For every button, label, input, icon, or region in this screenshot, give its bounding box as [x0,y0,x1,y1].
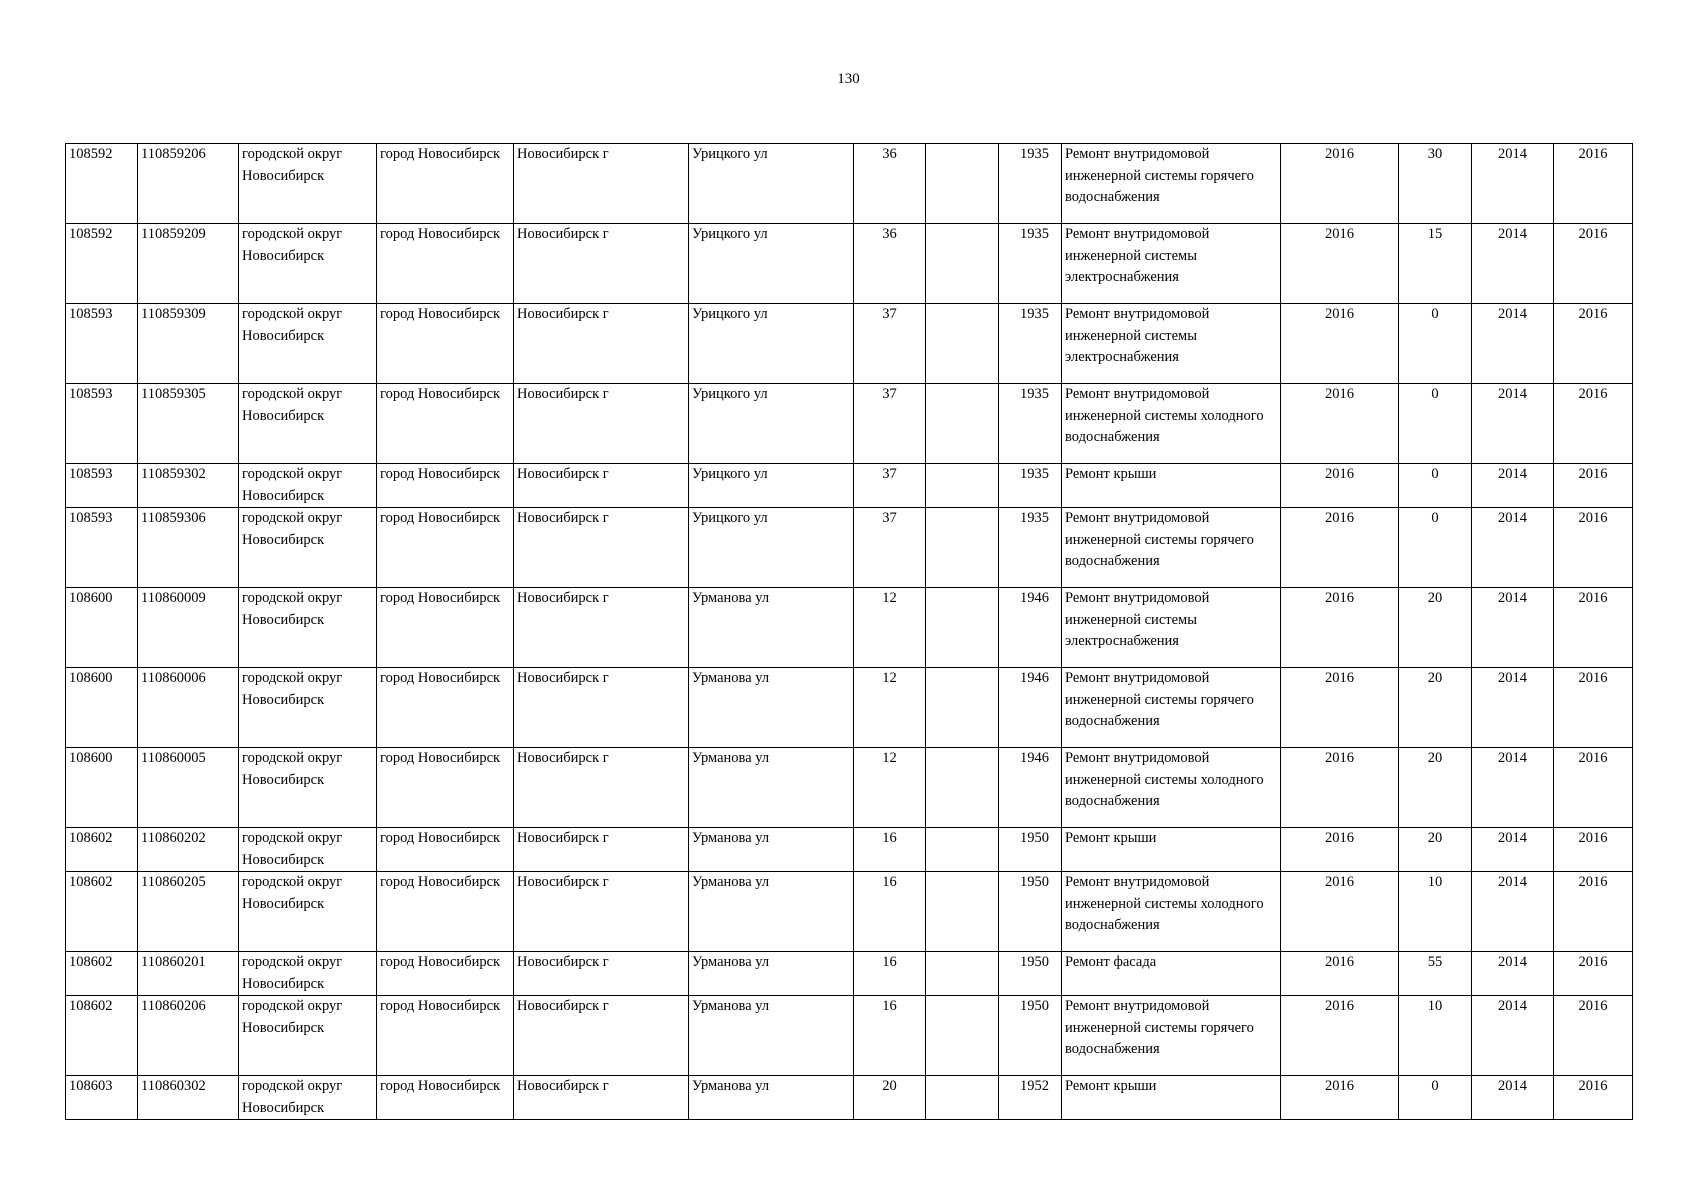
cell-work-type: Ремонт внутридомовой инженерной системы холодного водоснабжения [1062,748,1281,828]
cell-settlement: город Новосибирск [377,748,514,828]
cell-building [926,996,999,1076]
cell-building [926,304,999,384]
cell-wear-percent: 30 [1399,144,1472,224]
cell-period-start: 2014 [1472,952,1554,996]
cell-settlement: город Новосибирск [377,224,514,304]
cell-period-end: 2016 [1554,668,1633,748]
cell-district: городской округ Новосибирск [239,996,377,1076]
cell-house-number: 16 [854,996,926,1076]
cell-year-built: 1950 [999,828,1062,872]
cell-city: Новосибирск г [514,384,689,464]
cell-district: городской округ Новосибирск [239,952,377,996]
cell-district: городской округ Новосибирск [239,1076,377,1120]
cell-repair-year: 2016 [1281,384,1399,464]
cell-year-built: 1946 [999,668,1062,748]
cell-city: Новосибирск г [514,668,689,748]
cell-work-code: 110859305 [138,384,239,464]
cell-year-built: 1946 [999,588,1062,668]
cell-house-number: 16 [854,872,926,952]
cell-work-code: 110859309 [138,304,239,384]
cell-work-code: 110860005 [138,748,239,828]
cell-street: Урицкого ул [689,384,854,464]
cell-building [926,144,999,224]
cell-house-number: 12 [854,588,926,668]
cell-building [926,952,999,996]
cell-year-built: 1946 [999,748,1062,828]
cell-settlement: город Новосибирск [377,464,514,508]
cell-house-number: 20 [854,1076,926,1120]
cell-period-start: 2014 [1472,996,1554,1076]
cell-street: Урманова ул [689,748,854,828]
cell-year-built: 1935 [999,144,1062,224]
cell-street: Урицкого ул [689,304,854,384]
cell-wear-percent: 20 [1399,588,1472,668]
cell-repair-year: 2016 [1281,1076,1399,1120]
cell-work-type: Ремонт внутридомовой инженерной системы горячего водоснабжения [1062,144,1281,224]
cell-period-end: 2016 [1554,464,1633,508]
cell-city: Новосибирск г [514,508,689,588]
cell-period-start: 2014 [1472,668,1554,748]
cell-district: городской округ Новосибирск [239,224,377,304]
cell-period-start: 2014 [1472,828,1554,872]
table-row [66,144,1633,224]
cell-work-code: 110860202 [138,828,239,872]
cell-street: Урманова ул [689,872,854,952]
cell-repair-year: 2016 [1281,828,1399,872]
cell-work-code: 110859209 [138,224,239,304]
cell-house-id: 108592 [66,144,138,224]
cell-city: Новосибирск г [514,748,689,828]
cell-work-code: 110859206 [138,144,239,224]
cell-house-number: 37 [854,508,926,588]
cell-settlement: город Новосибирск [377,384,514,464]
cell-work-type: Ремонт внутридомовой инженерной системы электроснабжения [1062,224,1281,304]
table-row [66,588,1633,668]
cell-settlement: город Новосибирск [377,828,514,872]
cell-settlement: город Новосибирск [377,144,514,224]
cell-building [926,1076,999,1120]
cell-street: Урманова ул [689,828,854,872]
cell-building [926,508,999,588]
cell-period-start: 2014 [1472,224,1554,304]
cell-period-start: 2014 [1472,872,1554,952]
cell-district: городской округ Новосибирск [239,872,377,952]
cell-city: Новосибирск г [514,224,689,304]
cell-wear-percent: 55 [1399,952,1472,996]
cell-work-type: Ремонт внутридомовой инженерной системы горячего водоснабжения [1062,668,1281,748]
table-row [66,384,1633,464]
table-row [66,464,1633,508]
cell-house-id: 108603 [66,1076,138,1120]
cell-period-end: 2016 [1554,144,1633,224]
cell-district: городской округ Новосибирск [239,144,377,224]
cell-year-built: 1950 [999,872,1062,952]
cell-street: Урманова ул [689,1076,854,1120]
cell-wear-percent: 10 [1399,872,1472,952]
cell-street: Урицкого ул [689,224,854,304]
cell-repair-year: 2016 [1281,304,1399,384]
cell-repair-year: 2016 [1281,668,1399,748]
page-number: 130 [837,71,860,87]
cell-wear-percent: 20 [1399,668,1472,748]
cell-street: Урманова ул [689,668,854,748]
cell-repair-year: 2016 [1281,224,1399,304]
cell-settlement: город Новосибирск [377,1076,514,1120]
cell-district: городской округ Новосибирск [239,668,377,748]
cell-settlement: город Новосибирск [377,508,514,588]
cell-period-start: 2014 [1472,1076,1554,1120]
cell-house-id: 108602 [66,952,138,996]
cell-house-id: 108600 [66,588,138,668]
cell-period-end: 2016 [1554,304,1633,384]
cell-street: Урицкого ул [689,464,854,508]
cell-work-code: 110860201 [138,952,239,996]
table-row [66,828,1633,872]
table-row [66,748,1633,828]
cell-wear-percent: 0 [1399,464,1472,508]
table-body [66,144,1633,1120]
cell-district: городской округ Новосибирск [239,384,377,464]
cell-period-end: 2016 [1554,748,1633,828]
cell-period-start: 2014 [1472,464,1554,508]
cell-work-type: Ремонт внутридомовой инженерной системы горячего водоснабжения [1062,996,1281,1076]
cell-building [926,464,999,508]
cell-wear-percent: 0 [1399,1076,1472,1120]
cell-house-number: 37 [854,304,926,384]
cell-period-start: 2014 [1472,588,1554,668]
cell-district: городской округ Новосибирск [239,304,377,384]
cell-settlement: город Новосибирск [377,996,514,1076]
cell-work-code: 110859306 [138,508,239,588]
cell-street: Урицкого ул [689,144,854,224]
cell-period-start: 2014 [1472,384,1554,464]
cell-year-built: 1935 [999,304,1062,384]
cell-year-built: 1952 [999,1076,1062,1120]
cell-house-id: 108600 [66,748,138,828]
cell-period-end: 2016 [1554,996,1633,1076]
table-row [66,952,1633,996]
table-row [66,872,1633,952]
cell-settlement: город Новосибирск [377,668,514,748]
cell-city: Новосибирск г [514,304,689,384]
cell-wear-percent: 15 [1399,224,1472,304]
cell-work-code: 110860006 [138,668,239,748]
cell-period-start: 2014 [1472,508,1554,588]
cell-year-built: 1950 [999,952,1062,996]
cell-district: городской округ Новосибирск [239,588,377,668]
cell-work-type: Ремонт внутридомовой инженерной системы холодного водоснабжения [1062,872,1281,952]
cell-street: Урманова ул [689,588,854,668]
cell-building [926,224,999,304]
cell-settlement: город Новосибирск [377,304,514,384]
cell-wear-percent: 0 [1399,508,1472,588]
cell-house-number: 36 [854,144,926,224]
cell-repair-year: 2016 [1281,588,1399,668]
cell-year-built: 1935 [999,224,1062,304]
cell-period-end: 2016 [1554,872,1633,952]
cell-city: Новосибирск г [514,464,689,508]
cell-city: Новосибирск г [514,872,689,952]
cell-building [926,384,999,464]
cell-street: Урманова ул [689,996,854,1076]
cell-year-built: 1935 [999,384,1062,464]
cell-work-type: Ремонт внутридомовой инженерной системы электроснабжения [1062,304,1281,384]
cell-period-end: 2016 [1554,224,1633,304]
cell-work-type: Ремонт фасада [1062,952,1281,996]
cell-building [926,828,999,872]
table-row [66,1076,1633,1120]
cell-work-type: Ремонт крыши [1062,464,1281,508]
cell-work-type: Ремонт крыши [1062,1076,1281,1120]
cell-house-id: 108593 [66,384,138,464]
cell-house-id: 108602 [66,996,138,1076]
cell-period-start: 2014 [1472,304,1554,384]
cell-district: городской округ Новосибирск [239,748,377,828]
table-row [66,668,1633,748]
cell-house-number: 12 [854,748,926,828]
cell-period-end: 2016 [1554,1076,1633,1120]
cell-house-number: 12 [854,668,926,748]
cell-repair-year: 2016 [1281,952,1399,996]
cell-house-id: 108602 [66,872,138,952]
cell-building [926,872,999,952]
cell-street: Урманова ул [689,952,854,996]
cell-street: Урицкого ул [689,508,854,588]
cell-work-type: Ремонт внутридомовой инженерной системы горячего водоснабжения [1062,508,1281,588]
cell-city: Новосибирск г [514,588,689,668]
cell-period-end: 2016 [1554,588,1633,668]
cell-repair-year: 2016 [1281,464,1399,508]
cell-period-start: 2014 [1472,144,1554,224]
cell-house-number: 16 [854,952,926,996]
cell-wear-percent: 20 [1399,828,1472,872]
cell-work-type: Ремонт крыши [1062,828,1281,872]
cell-house-id: 108593 [66,304,138,384]
cell-building [926,668,999,748]
cell-settlement: город Новосибирск [377,588,514,668]
cell-house-id: 108592 [66,224,138,304]
cell-house-number: 37 [854,384,926,464]
cell-repair-year: 2016 [1281,508,1399,588]
cell-repair-year: 2016 [1281,144,1399,224]
cell-repair-year: 2016 [1281,872,1399,952]
cell-city: Новосибирск г [514,996,689,1076]
cell-repair-year: 2016 [1281,748,1399,828]
cell-district: городской округ Новосибирск [239,508,377,588]
cell-house-id: 108602 [66,828,138,872]
cell-city: Новосибирск г [514,144,689,224]
cell-work-code: 110860009 [138,588,239,668]
cell-year-built: 1950 [999,996,1062,1076]
cell-period-end: 2016 [1554,384,1633,464]
cell-settlement: город Новосибирск [377,952,514,996]
cell-period-start: 2014 [1472,748,1554,828]
cell-house-id: 108593 [66,464,138,508]
cell-wear-percent: 0 [1399,384,1472,464]
cell-work-type: Ремонт внутридомовой инженерной системы электроснабжения [1062,588,1281,668]
cell-wear-percent: 0 [1399,304,1472,384]
cell-settlement: город Новосибирск [377,872,514,952]
cell-wear-percent: 10 [1399,996,1472,1076]
table-row [66,224,1633,304]
cell-house-number: 37 [854,464,926,508]
table-row [66,304,1633,384]
cell-city: Новосибирск г [514,952,689,996]
cell-work-code: 110859302 [138,464,239,508]
cell-period-end: 2016 [1554,508,1633,588]
cell-period-end: 2016 [1554,828,1633,872]
cell-city: Новосибирск г [514,828,689,872]
cell-house-number: 36 [854,224,926,304]
cell-work-code: 110860302 [138,1076,239,1120]
table-row [66,996,1633,1076]
cell-city: Новосибирск г [514,1076,689,1120]
cell-work-type: Ремонт внутридомовой инженерной системы холодного водоснабжения [1062,384,1281,464]
cell-house-number: 16 [854,828,926,872]
cell-repair-year: 2016 [1281,996,1399,1076]
repair-schedule-table [65,143,1633,1120]
cell-year-built: 1935 [999,464,1062,508]
cell-building [926,588,999,668]
cell-district: городской округ Новосибирск [239,464,377,508]
cell-building [926,748,999,828]
cell-house-id: 108593 [66,508,138,588]
cell-work-code: 110860206 [138,996,239,1076]
cell-work-code: 110860205 [138,872,239,952]
cell-wear-percent: 20 [1399,748,1472,828]
cell-period-end: 2016 [1554,952,1633,996]
table-row [66,508,1633,588]
cell-house-id: 108600 [66,668,138,748]
cell-year-built: 1935 [999,508,1062,588]
cell-district: городской округ Новосибирск [239,828,377,872]
